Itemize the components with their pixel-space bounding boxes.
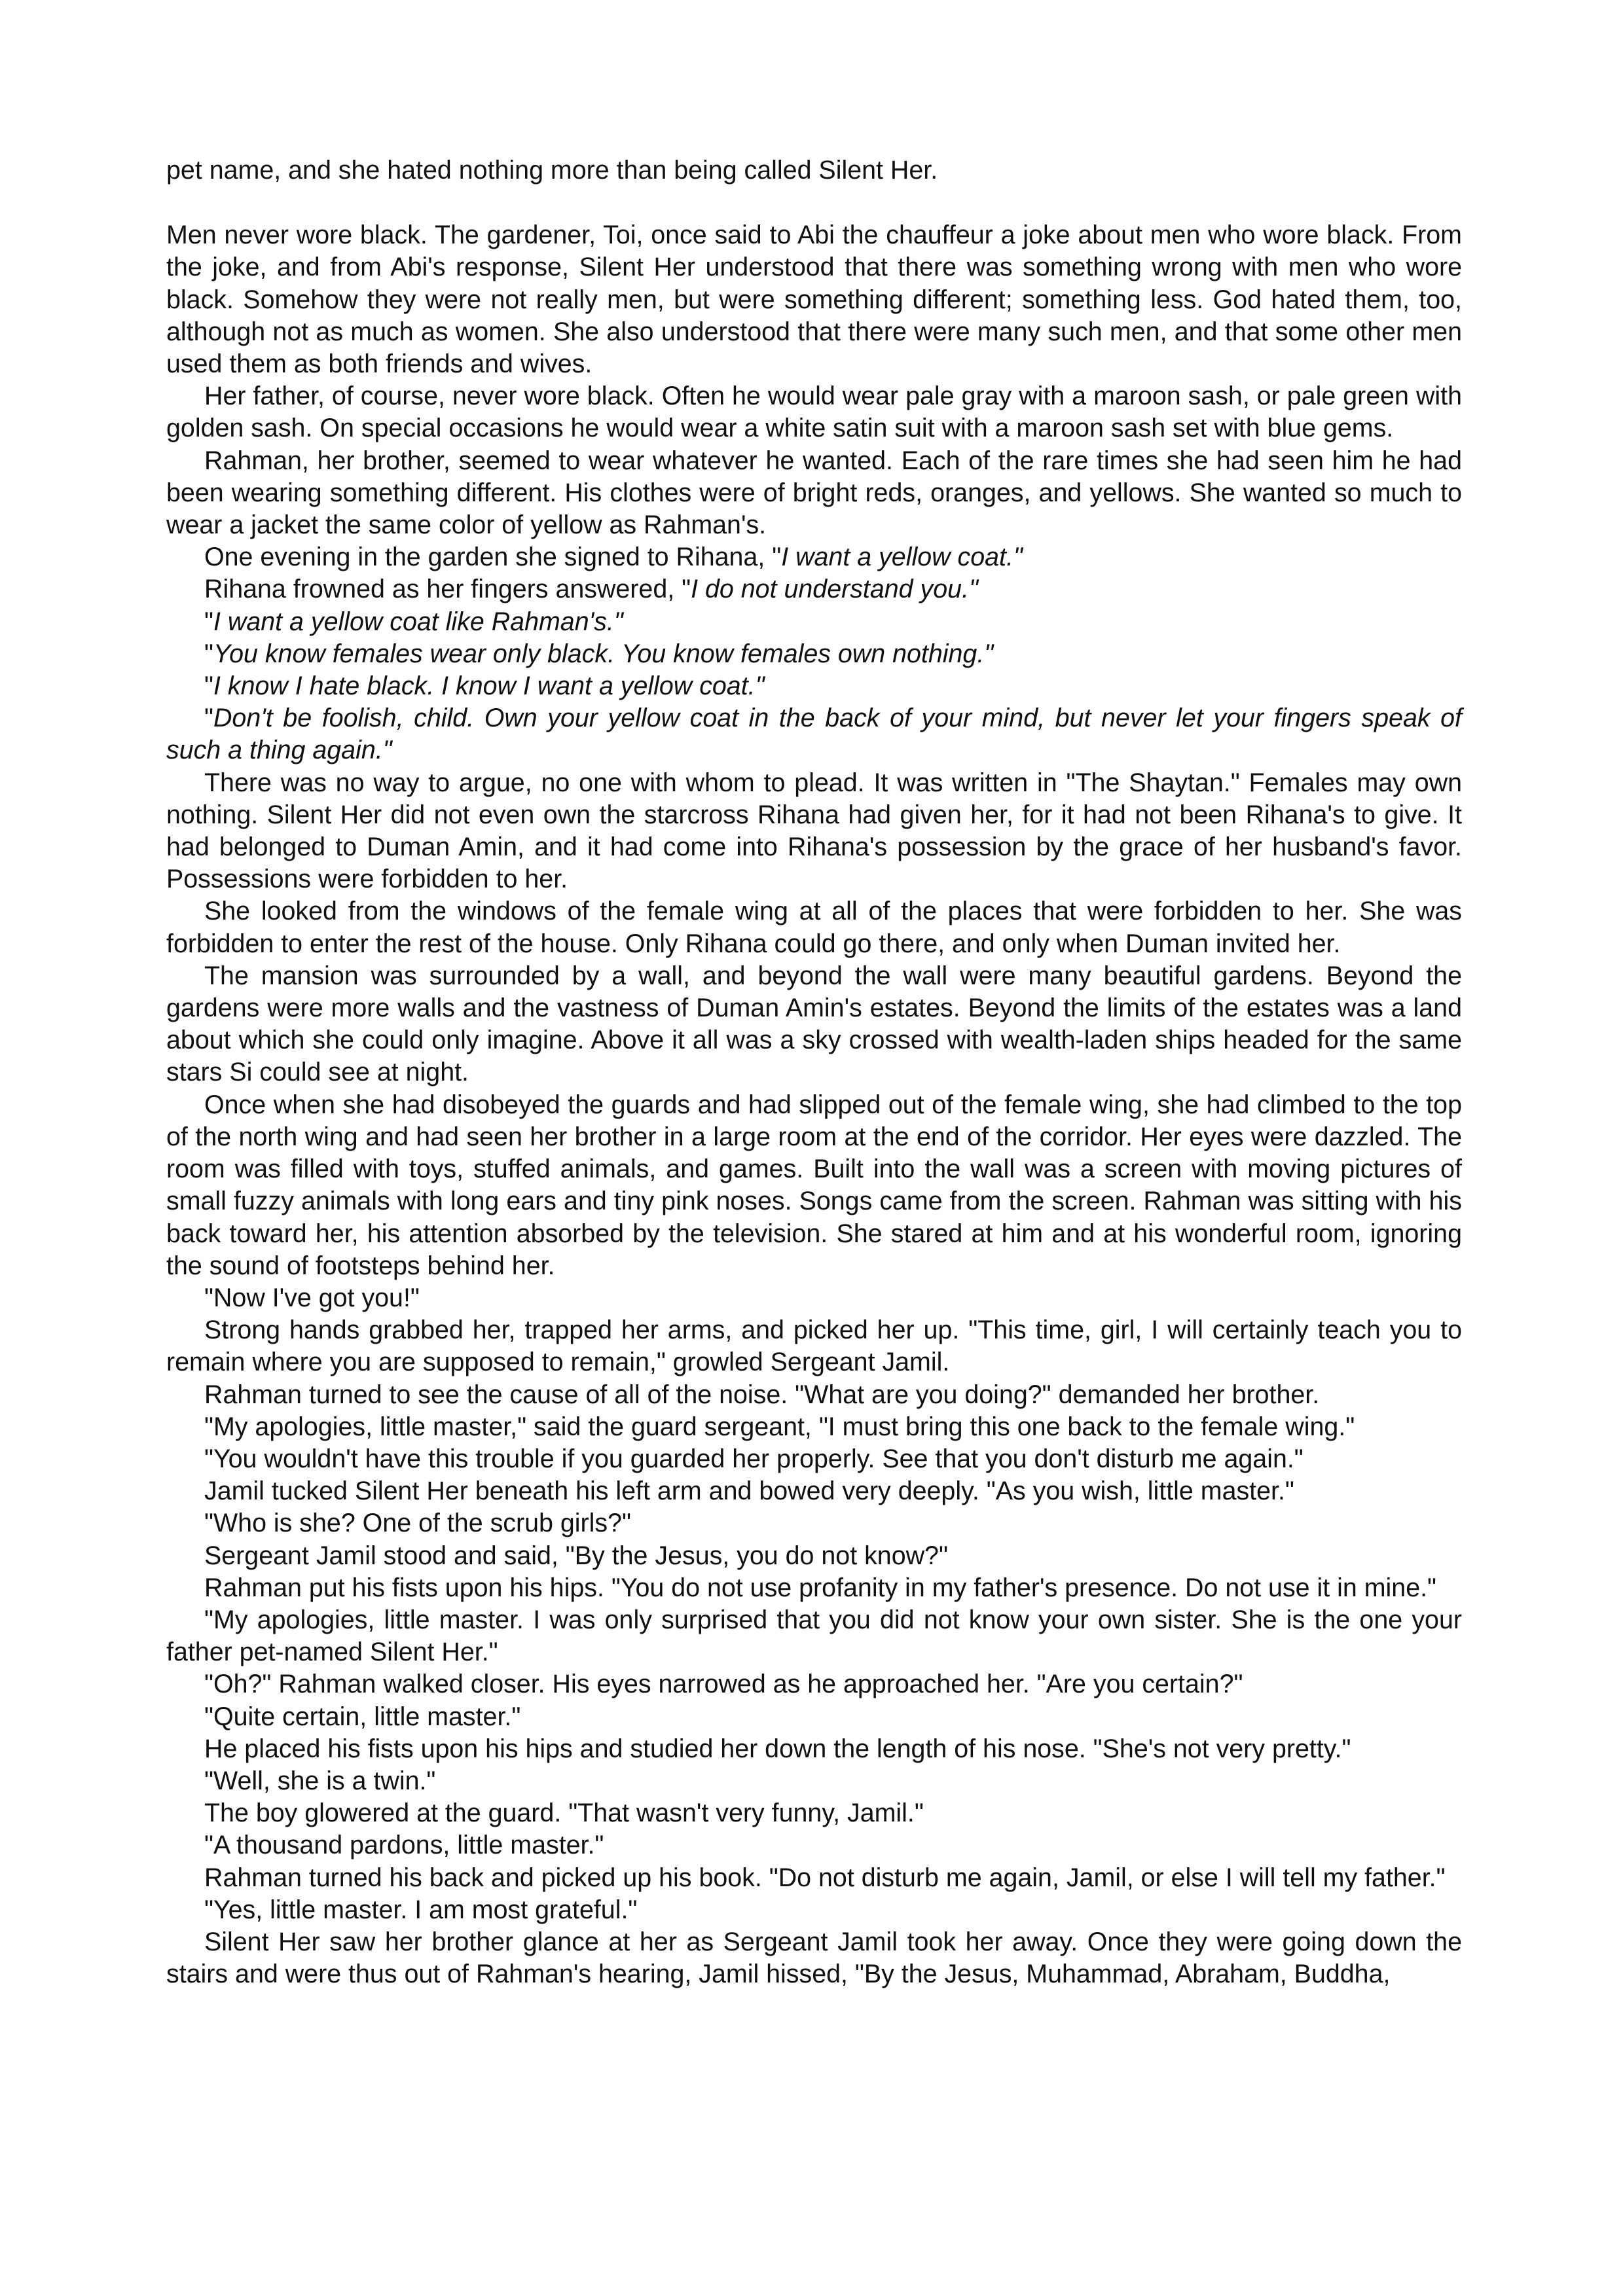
paragraph: [166, 767, 1462, 896]
text-run: Rahman turned his back and picked up his book. "Do not disturb me again, Jamil, or else I will tell my father.": [204, 1863, 1446, 1892]
paragraph: [166, 606, 1462, 638]
text-run: Silent Her saw her brother glance at her as Sergeant Jamil took her away. Once they were going down the stairs and were thus out of Rahman's hearing, Jamil hissed, "By the Jesus, Muhammad, Abraham, Buddha,: [166, 1927, 1462, 1989]
text-run: The mansion was surrounded by a wall, and beyond the wall were many beautiful gardens. Beyond the gardens were more walls and the vastness of Duman Amin's estates. Beyond the limits of the estates was a land about which she could only imagine. Above it all was a sky crossed with wealth-laden ships headed for the same stars Si could see at night.: [166, 961, 1462, 1087]
text-run: Men never wore black. The gardener, Toi, once said to Abi the chauffeur a joke about men who wore black. From the joke, and from Abi's response, Silent Her understood that there was something wrong with men who wore black. Somehow they were not really men, but were something different; something less. God hated them, too, although not as much as women. She also understood that there were many such men, and that some other men used them as both friends and wives.: [166, 221, 1462, 379]
paragraph: [166, 1733, 1462, 1765]
text-run: "Now I've got you!": [204, 1283, 420, 1312]
text-run: ": [204, 639, 213, 668]
text-run: Rahman, her brother, seemed to wear whatever he wanted. Each of the rare times she had seen him he had been wearing something different. His clothes were of bright reds, oranges, and yellows. She wanted so much to wear a jacket the same color of yellow as Rahman's.: [166, 446, 1462, 540]
italic-text: I want a yellow coat like Rahman's.": [213, 607, 623, 636]
paragraph: [166, 1089, 1462, 1282]
text-run: "Oh?" Rahman walked closer. His eyes narrowed as he approached her. "Are you certain?": [204, 1670, 1243, 1699]
text-run: Rihana frowned as her fingers answered, ": [204, 575, 691, 604]
paragraph: [166, 380, 1462, 444]
paragraph: [166, 541, 1462, 573]
paragraph: [166, 1797, 1462, 1829]
paragraph: [166, 702, 1462, 766]
paragraph: [166, 960, 1462, 1089]
text-run: Once when she had disobeyed the guards and had slipped out of the female wing, she had climbed to the top of the north wing and had seen her brother in a large room at the end of the corridor. Her eyes were dazzled. The room was filled with toys, stuffed animals, and games. Built into the wall was a screen with moving pictures of small fuzzy animals with long ears and tiny pink noses. Songs came from the screen. Rahman was sitting with his back toward her, his attention absorbed by the television. She stared at him and at his wonderful room, ignoring the sound of footsteps behind her.: [166, 1090, 1462, 1280]
paragraph: [166, 670, 1462, 702]
paragraph: [166, 638, 1462, 670]
paragraph: [166, 1668, 1462, 1700]
text-run: He placed his fists upon his hips and studied her down the length of his nose. "She's not very pretty.": [204, 1734, 1351, 1763]
text-run: ": [204, 672, 213, 701]
paragraph: [166, 1926, 1462, 1990]
paragraph: [166, 1829, 1462, 1861]
text-run: "Quite certain, little master.": [204, 1702, 521, 1731]
paragraph: [166, 1701, 1462, 1733]
paragraph: [166, 219, 1462, 380]
text-run: pet name, and she hated nothing more than being called Silent Her.: [166, 156, 938, 185]
paragraph: [166, 154, 1462, 187]
italic-text: You know females wear only black. You know females own nothing.": [213, 639, 994, 668]
paragraph: [166, 1507, 1462, 1539]
italic-text: I know I hate black. I know I want a yellow coat.": [213, 672, 765, 701]
text-run: The boy glowered at the guard. "That wasn't very funny, Jamil.": [204, 1799, 924, 1828]
paragraph: [166, 1282, 1462, 1314]
text-run: She looked from the windows of the female wing at all of the places that were forbidden to her. She was forbidden to enter the rest of the house. Only Rihana could go there, and only when Duman invited her.: [166, 897, 1462, 958]
text-run: One evening in the garden she signed to Rihana, ": [204, 543, 782, 572]
paragraph: [166, 1379, 1462, 1411]
text-run: There was no way to argue, no one with whom to plead. It was written in "The Shaytan." Females may own nothing. Silent Her did not even own the starcross Rihana had given her, for it had not been Rihana's to give. It had belonged to Duman Amin, and it had come into Rihana's possession by the grace of her husband's favor. Possessions were forbidden to her.: [166, 768, 1462, 894]
paragraph: [166, 1765, 1462, 1797]
text-run: "A thousand pardons, little master.": [204, 1831, 604, 1860]
text-run: "My apologies, little master. I was only surprised that you did not know your own sister. She is the one your father pet-named Silent Her.": [166, 1605, 1462, 1667]
paragraph: [166, 895, 1462, 960]
paragraph: [166, 1411, 1462, 1443]
document-page: [166, 154, 1462, 1990]
text-run: Sergeant Jamil stood and said, "By the Jesus, you do not know?": [204, 1541, 948, 1570]
paragraph: [166, 573, 1462, 605]
text-run: Rahman turned to see the cause of all of the noise. "What are you doing?" demanded her brother.: [204, 1380, 1320, 1409]
italic-text: Don't be foolish, child. Own your yellow coat in the back of your mind, but never let your fingers speak of such a thing again.": [166, 704, 1462, 765]
text-run: Her father, of course, never wore black. Often he would wear pale gray with a maroon sash, or pale green with golden sash. On special occasions he would wear a white satin suit with a maroon sash set with blue gems.: [166, 382, 1462, 443]
text-run: Jamil tucked Silent Her beneath his left arm and bowed very deeply. "As you wish, little master.": [204, 1477, 1294, 1506]
italic-text: I do not understand you.": [691, 575, 978, 604]
text-run: Rahman put his fists upon his hips. "You do not use profanity in my father's presence. Do not use it in mine.": [204, 1573, 1437, 1602]
text-run: "My apologies, little master," said the guard sergeant, "I must bring this one back to the female wing.": [204, 1412, 1355, 1441]
paragraph: [166, 1894, 1462, 1926]
paragraph: [166, 1540, 1462, 1572]
italic-text: I want a yellow coat.": [781, 543, 1023, 572]
text-run: "Well, she is a twin.": [204, 1766, 436, 1795]
text-run: Strong hands grabbed her, trapped her arms, and picked her up. "This time, girl, I will certainly teach you to remain where you are supposed to remain," growled Sergeant Jamil.: [166, 1316, 1462, 1377]
paragraph: [166, 1475, 1462, 1507]
text-run: "You wouldn't have this trouble if you guarded her properly. See that you don't disturb me again.": [204, 1444, 1304, 1473]
paragraph: [166, 1314, 1462, 1378]
paragraph: [166, 1572, 1462, 1604]
text-run: ": [204, 704, 213, 733]
text-run: "Who is she? One of the scrub girls?": [204, 1509, 631, 1538]
paragraph: [166, 1443, 1462, 1475]
paragraph: [166, 1604, 1462, 1668]
text-run: ": [204, 607, 213, 636]
paragraph: [166, 445, 1462, 542]
text-run: "Yes, little master. I am most grateful.": [204, 1895, 638, 1924]
paragraph: [166, 1862, 1462, 1894]
